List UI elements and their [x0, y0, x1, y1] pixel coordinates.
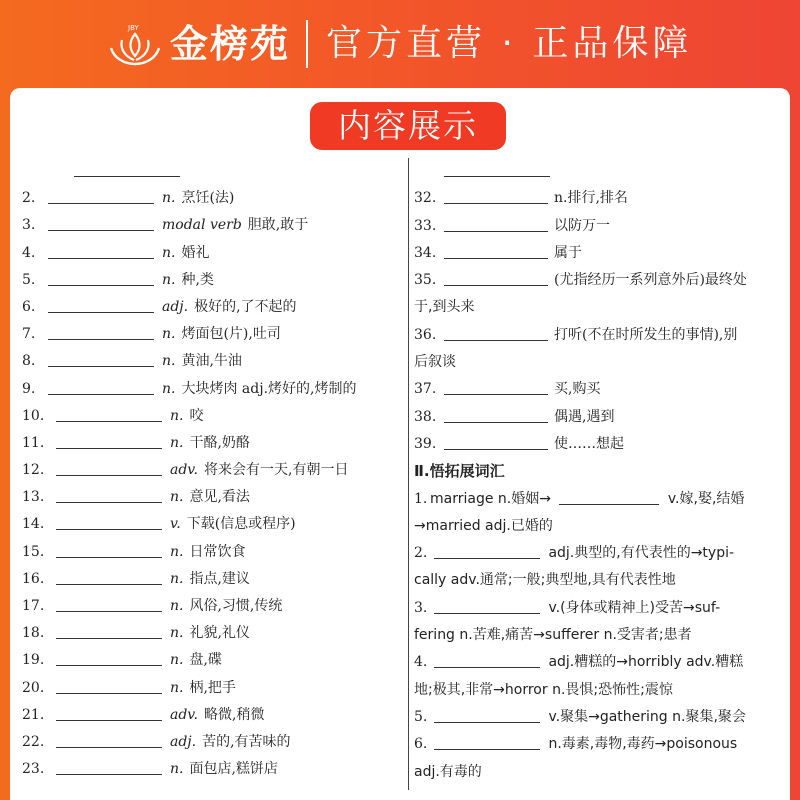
item-number: 4. — [22, 244, 36, 261]
vocab-line — [22, 593, 402, 620]
part-of-speech: n. — [170, 407, 184, 424]
part-of-speech: v. — [170, 516, 181, 533]
word-text: v.聚集→gathering n.聚集,聚会 — [544, 708, 746, 725]
answer-blank — [434, 704, 540, 723]
word-text: adj.糟糕的→horribly adv.糟糕 — [544, 654, 744, 671]
item-number: 22. — [22, 733, 45, 750]
word-text: n.毒素,毒物,毒药→poisonous — [544, 736, 738, 753]
answer-blank — [48, 321, 154, 340]
vocab-line — [414, 376, 784, 403]
item-number: 17. — [22, 598, 45, 614]
item-number: 35. — [414, 272, 437, 289]
vocab-line — [22, 511, 402, 538]
item-number: 4. — [414, 654, 428, 671]
vocab-line — [22, 539, 402, 566]
answer-blank — [559, 486, 659, 505]
vocab-line — [22, 702, 402, 729]
item-number: 8. — [22, 353, 36, 370]
definition: 极好的,了不起的 — [194, 298, 297, 315]
item-number: 14. — [22, 516, 45, 533]
answer-blank — [56, 484, 162, 503]
vocab-line — [414, 759, 784, 786]
answer-blank — [444, 158, 550, 177]
vocab-line — [22, 756, 402, 783]
answer-blank — [48, 185, 154, 204]
part-of-speech: n. — [170, 625, 184, 642]
item-number: 13. — [22, 489, 45, 506]
part-of-speech: n. — [162, 271, 176, 288]
definition: 风俗,习惯,传统 — [189, 598, 283, 614]
item-number: 15. — [22, 543, 45, 560]
part-of-speech: n. — [170, 489, 184, 506]
vocab-line — [414, 213, 784, 240]
part-of-speech: adj. — [170, 733, 197, 750]
definition: 礼貌,礼仪 — [189, 625, 250, 642]
answer-blank — [56, 511, 162, 530]
item-number: 2. — [22, 190, 36, 207]
definition: 指点,建议 — [189, 570, 250, 587]
vocab-line — [22, 321, 402, 348]
item-number: 11. — [22, 434, 45, 451]
definition: 大块烤肉 adj.烤好的,烤制的 — [181, 380, 357, 397]
part-of-speech: n. — [170, 570, 184, 587]
definition: 买,购买 — [554, 381, 601, 398]
header-banner — [0, 0, 800, 88]
part-of-speech: adv. — [170, 706, 199, 723]
definition: 下载(信息或程序) — [186, 516, 296, 533]
item-number: 7. — [22, 326, 36, 343]
vocab-line — [22, 294, 402, 321]
word-text: 于,到头来 — [414, 299, 475, 316]
word-text: fering n.苦难,痛苦→sufferer n.受害者;患者 — [414, 627, 692, 644]
part-of-speech: n. — [162, 353, 176, 370]
answer-blank — [56, 593, 162, 612]
vocab-line — [414, 267, 784, 294]
item-number: 20. — [22, 679, 45, 696]
part-of-speech: n. — [170, 652, 184, 669]
item-number: 19. — [22, 652, 45, 669]
definition: 苦的,有苦味的 — [202, 733, 291, 750]
answer-blank — [48, 267, 154, 286]
definition: 干酪,奶酪 — [189, 434, 250, 451]
header-divider — [306, 20, 308, 68]
vocab-line — [22, 729, 402, 756]
answer-blank — [444, 431, 548, 450]
item-number: 9. — [22, 380, 36, 397]
answer-blank — [444, 267, 548, 286]
item-number: 2. — [414, 545, 428, 562]
column-divider — [408, 158, 409, 790]
item-number: 3. — [414, 599, 428, 616]
part-of-speech: adv. — [170, 462, 199, 479]
vocab-line — [414, 513, 784, 540]
vocab-line — [414, 540, 784, 567]
part-of-speech: adj. — [162, 298, 189, 315]
answer-blank — [56, 647, 162, 666]
word-text: cally adv.通常;一般;典型地,具有代表性地 — [414, 572, 676, 589]
definition: (尤指经历一系列意外后)最终处 — [554, 272, 747, 289]
vocab-line — [22, 376, 402, 403]
word-text: 后叙谈 — [414, 354, 456, 371]
word-text: v.(身体或精神上)受苦→suf- — [544, 599, 721, 616]
logo-letters: JBY — [128, 24, 139, 32]
part-of-speech: n. — [162, 244, 176, 261]
item-number: 37. — [414, 381, 437, 398]
item-number: 21. — [22, 706, 45, 723]
vocab-line — [22, 675, 402, 702]
answer-blank — [434, 595, 540, 614]
word-text: v.嫁,娶,结婚 — [663, 490, 745, 507]
vocab-line — [414, 349, 784, 376]
part-of-speech: n. — [170, 679, 184, 696]
right-vocab-column — [414, 158, 784, 786]
answer-blank — [48, 376, 154, 395]
item-number: 6. — [414, 736, 428, 753]
vocab-line — [22, 457, 402, 484]
answer-blank — [444, 240, 548, 259]
item-number: 18. — [22, 625, 45, 642]
vocab-line — [22, 158, 402, 185]
word-text: 地;极其,非常→horror n.畏惧;恐怖性;震惊 — [414, 681, 673, 698]
item-number: 36. — [414, 326, 437, 343]
answer-blank — [56, 566, 162, 585]
vocab-line — [414, 158, 784, 185]
answer-blank — [56, 675, 162, 694]
vocab-line — [414, 649, 784, 676]
vocab-line — [414, 677, 784, 704]
answer-blank — [444, 213, 548, 232]
definition: 盘,碟 — [189, 652, 222, 669]
item-number: 16. — [22, 570, 45, 587]
vocab-line — [22, 566, 402, 593]
definition: 略微,稍微 — [204, 706, 265, 723]
part-of-speech: n. — [162, 380, 176, 397]
definition: 偶遇,遇到 — [554, 408, 615, 425]
vocab-line — [22, 430, 402, 457]
answer-blank — [56, 620, 162, 639]
word-text: adj.有毒的 — [414, 763, 482, 780]
definition: 面包店,糕饼店 — [189, 761, 278, 778]
item-number: 12. — [22, 462, 45, 479]
vocab-line — [22, 647, 402, 674]
book-hands-logo-icon — [108, 22, 162, 68]
vocab-line — [414, 185, 784, 212]
item-number: 10. — [22, 407, 45, 424]
definition: 意见,看法 — [189, 489, 250, 506]
answer-blank — [56, 729, 162, 748]
item-number: 33. — [414, 217, 437, 234]
vocab-line — [22, 403, 402, 430]
answer-blank — [444, 185, 548, 204]
answer-blank — [444, 376, 548, 395]
vocab-line — [414, 622, 784, 649]
answer-blank — [56, 403, 162, 422]
slogan: 官方直营 · 正品保障 — [326, 23, 693, 64]
definition: 咬 — [189, 407, 204, 424]
word-text: adj.典型的,有代表性的→typi- — [544, 545, 735, 562]
answer-blank — [56, 756, 162, 775]
definition: 使……想起 — [554, 435, 624, 452]
vocab-line — [414, 404, 784, 431]
answer-blank — [434, 649, 540, 668]
vocab-line — [414, 431, 784, 458]
item-number: 39. — [414, 435, 437, 452]
part-of-speech: n. — [170, 761, 184, 778]
content-sheet — [10, 88, 790, 800]
item-number: 5. — [414, 708, 428, 725]
vocab-line — [22, 267, 402, 294]
vocab-line — [414, 294, 784, 321]
vocab-line — [414, 595, 784, 622]
answer-blank — [56, 539, 162, 558]
definition: 柄,把手 — [189, 679, 236, 696]
word-text: marriage n.婚姻→ — [430, 490, 556, 507]
definition: 烹饪(法) — [181, 190, 235, 207]
vocab-line — [22, 484, 402, 511]
answer-blank — [434, 731, 540, 750]
vocab-line — [414, 322, 784, 349]
item-number: 1. — [414, 490, 428, 507]
item-number: 5. — [22, 271, 36, 288]
brand-name: 金榜苑 — [170, 21, 291, 66]
vocab-line — [414, 486, 784, 513]
definition: 种,类 — [181, 271, 214, 288]
section-heading: Ⅱ.悟拓展词汇 — [414, 462, 505, 481]
answer-blank — [48, 212, 154, 231]
vocab-line — [22, 348, 402, 375]
answer-blank — [56, 430, 162, 449]
item-number: 6. — [22, 298, 36, 315]
left-vocab-column — [22, 158, 402, 783]
definition: 黄油,牛油 — [181, 353, 242, 370]
definition: 以防万一 — [554, 217, 610, 234]
answer-blank — [74, 158, 180, 177]
item-number: 32. — [414, 190, 437, 207]
answer-blank — [56, 457, 162, 476]
word-text: →married adj.已婚的 — [414, 517, 553, 534]
answer-blank — [444, 404, 548, 423]
definition: 打听(不在时所发生的事情),别 — [554, 326, 738, 343]
item-number: 23. — [22, 761, 45, 778]
item-number: 38. — [414, 408, 437, 425]
part-of-speech: n. — [162, 190, 176, 207]
content-badge: 内容展示 — [310, 102, 506, 150]
definition: 婚礼 — [181, 244, 210, 261]
vocab-line — [22, 212, 402, 239]
vocab-line — [414, 704, 784, 731]
part-of-speech: modal verb — [162, 217, 242, 234]
part-of-speech: n. — [170, 598, 184, 614]
definition: 胆敢,敢于 — [247, 217, 309, 234]
answer-blank — [48, 240, 154, 259]
answer-blank — [444, 322, 548, 341]
vocab-line — [414, 731, 784, 758]
part-of-speech: n. — [170, 543, 184, 560]
answer-blank — [48, 348, 154, 367]
answer-blank — [48, 294, 154, 313]
definition: 烤面包(片),吐司 — [181, 326, 281, 343]
item-number: 34. — [414, 244, 437, 261]
vocab-line — [22, 240, 402, 267]
definition: 属于 — [554, 244, 582, 261]
vocab-line — [414, 458, 784, 485]
definition: n.排行,排名 — [554, 190, 628, 207]
vocab-line — [414, 240, 784, 267]
answer-blank — [56, 702, 162, 721]
item-number: 3. — [22, 217, 36, 234]
part-of-speech: n. — [170, 434, 184, 451]
part-of-speech: n. — [162, 326, 176, 343]
answer-blank — [434, 540, 540, 559]
vocab-line — [414, 567, 784, 594]
vocab-line — [22, 185, 402, 212]
definition: 将来会有一天,有朝一日 — [204, 462, 349, 479]
definition: 日常饮食 — [189, 543, 246, 560]
vocab-line — [22, 620, 402, 647]
